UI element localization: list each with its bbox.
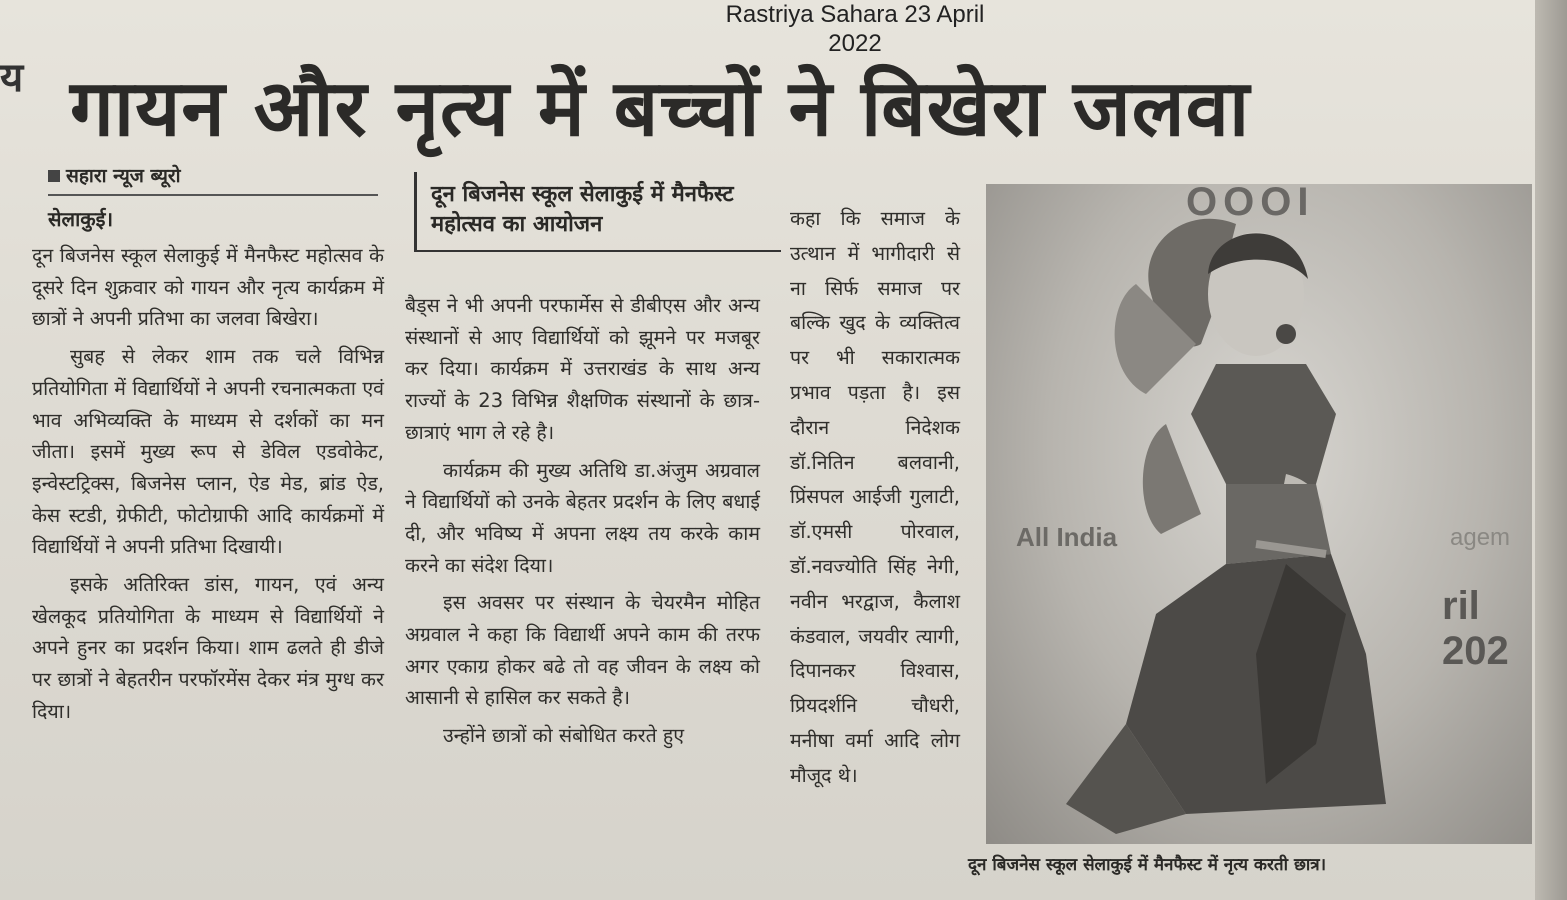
paragraph: इस अवसर पर संस्थान के चेयरमैन मोहित अग्रवाल ने कहा कि विद्यार्थी अपने काम की तरफ अगर एकाग्र होकर बढे तो वह जीवन के लक्ष्य को आसानी से हासिल कर सकते है। xyxy=(405,591,760,710)
headline: गायन और नृत्य में बच्चों ने बिखेरा जलवा xyxy=(70,64,1251,154)
dateline: सेलाकुई। xyxy=(48,207,114,231)
source-label: Rastriya Sahara 23 April 2022 xyxy=(725,1,985,57)
bullet-square-icon xyxy=(48,170,60,182)
paragraph: बैड्स ने भी अपनी परफार्मेस से डीबीएस और अन्य संस्थानों से आए विद्यार्थियों को झूमने पर मजबूर कर दिया। कार्यक्रम में उत्तराखंड के साथ अन्य राज्यों के 23 विभिन्न शैक्षणिक संस्थानों के छात्र-छात्राएं भाग ले रहे है। xyxy=(405,294,760,444)
paragraph: दून बिजनेस स्कूल सेलाकुई में मैनफैस्ट महोत्सव के दूसरे दिन शुक्रवार को गायन और नृत्य कार्यक्रम में छात्रों ने अपनी प्रतिभा का जलवा बिखेरा। xyxy=(32,244,384,331)
subheadline: दून बिजनेस स्कूल सेलाकुई में मैनफैस्ट महोत्सव का आयोजन xyxy=(414,172,781,252)
banner-text-right: agem xyxy=(1450,524,1511,551)
banner-text-date: ril 202 xyxy=(1442,584,1509,673)
page-edge xyxy=(1535,0,1567,900)
article-column-3 xyxy=(790,202,960,800)
article-column-2 xyxy=(405,290,760,758)
byline xyxy=(48,162,378,196)
article-column-1 xyxy=(32,240,384,734)
banner-text-top: OOOI xyxy=(1186,184,1315,224)
paragraph: सुबह से लेकर शाम तक चले विभिन्न प्रतियोगिता में विद्यार्थियों ने अपनी रचनात्मकता एवं भाव अभिव्यक्ति के माध्यम से दर्शकों का मन जीता। इसमें मुख्य रूप से डेविल एडवोकेट, इन्वेस्टट्रिक्स, बिजनेस प्लान, ऐड मेड, ब्रांड ऐड, केस स्टडी, ग्रेफीटी, फोटोग्राफी आदि कार्यक्रमों में विद्यार्थियों ने अपनी प्रतिभा दिखायी। xyxy=(32,345,384,559)
previous-column-fragment: य xyxy=(0,55,24,101)
dancer-figure xyxy=(986,184,1532,844)
byline-text: सहारा न्यूज ब्यूरो xyxy=(66,165,181,187)
paragraph: उन्होंने छात्रों को संबोधित करते हुए xyxy=(443,724,685,748)
paragraph: इसके अतिरिक्त डांस, गायन, एवं अन्य खेलकूद प्रतियोगिता के माध्यम से विद्यार्थियों ने अपने हुनर का प्रदर्शन किया। शाम ढलते ही डीजे पर छात्रों ने बेहतरीन परफॉरमेंस देकर मंत्र मुग्ध कर दिया। xyxy=(32,573,384,723)
photo-caption: दून बिजनेस स्कूल सेलाकुई में मैनफैस्ट में नृत्य करती छात्र। xyxy=(968,855,1327,875)
news-photo xyxy=(986,184,1532,844)
paragraph: कहा कि समाज के उत्थान में भागीदारी से ना सिर्फ समाज पर बल्कि खुद के व्यक्तित्व पर भी सकारात्मक प्रभाव पड़ता है। इस दौरान निदेशक डॉ.नितिन बलवानी, प्रिंसपल आईजी गुलाटी, डॉ.एमसी पोरवाल, डॉ.नवज्योति सिंह नेगी, नवीन भरद्वाज, कैलाश कंडवाल, जयवीर त्यागी, दिपानकर विश्वास, प्रियदर्शनि चौधरी, मनीषा वर्मा आदि लोग मौजूद थे। xyxy=(790,207,960,787)
banner-text-left: All India xyxy=(1016,522,1118,552)
paragraph: कार्यक्रम की मुख्य अतिथि डा.अंजुम अग्रवाल ने विद्यार्थियों को उनके बेहतर प्रदर्शन के लिए बधाई दी, और भविष्य में अपना लक्ष्य तय करके काम करने का संदेश दिया। xyxy=(405,458,760,577)
